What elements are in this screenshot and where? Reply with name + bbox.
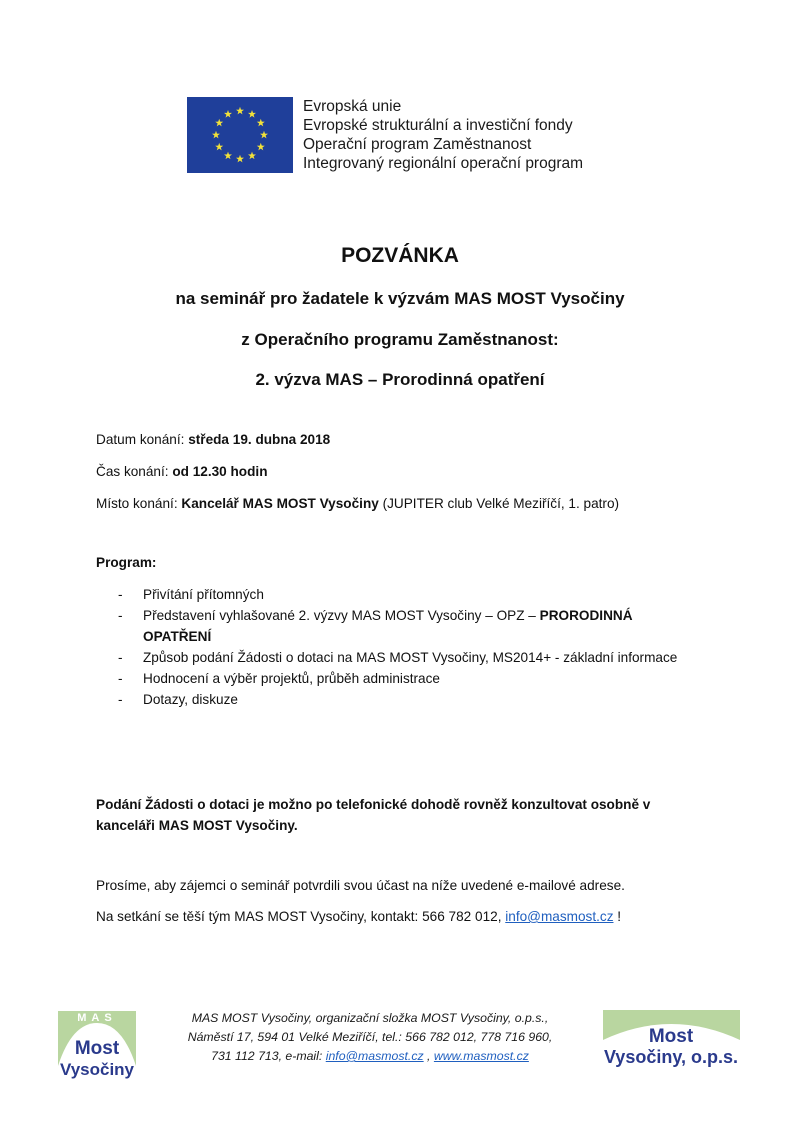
logo-vysociny-text: Vysočiny (59, 1060, 135, 1079)
footer-phone: 731 112 713, e-mail: (211, 1049, 326, 1063)
program-item (118, 689, 678, 710)
contact-suffix: ! (613, 909, 622, 924)
event-time (96, 464, 268, 479)
program-item-text: Představení vyhlašované 2. výzvy MAS MOST Vysočiny – OPZ – (143, 608, 540, 623)
date-label: Datum konání: (96, 432, 189, 447)
program-item-text: Způsob podání Žádosti o dotaci na MAS MOST Vysočiny, MS2014+ - základní informace (143, 650, 678, 665)
footer-line-2: Náměstí 17, 594 01 Velké Meziříčí, tel.: 566 782 012, 778 716 960, (187, 1030, 553, 1044)
dash-bullet: - (118, 671, 123, 686)
registration-request: Prosíme, aby zájemci o seminář potvrdili svou účast na níže uvedené e-mailové adrese. (96, 878, 625, 893)
dash-bullet: - (118, 608, 123, 623)
event-place (96, 496, 619, 511)
program-list (118, 584, 678, 710)
eu-funding-text (303, 97, 583, 173)
logo-most-text: Most (74, 1038, 120, 1059)
footer-separator: , (423, 1049, 434, 1063)
subtitle-line-2: z Operačního programu Zaměstnanost: (241, 330, 559, 349)
program-item (118, 668, 678, 689)
eu-line: Evropské strukturální a investiční fondy (303, 117, 573, 134)
program-item-bold: PRORODINNÁ OPATŘENÍ (143, 608, 633, 644)
program-item-text: Hodnocení a výběr projektů, průběh administrace (143, 671, 440, 686)
footer-web-link[interactable]: www.masmost.cz (433, 1049, 529, 1063)
place-value: Kancelář MAS MOST Vysočiny (181, 496, 379, 511)
logo-most-text: Most (648, 1026, 694, 1047)
footer-line-3 (150, 1047, 590, 1066)
page-title: POZVÁNKA (341, 244, 459, 267)
event-date (96, 432, 330, 447)
eu-flag-logo (187, 97, 293, 173)
date-value: středa 19. dubna 2018 (188, 432, 331, 447)
place-note: (JUPITER club Velké Meziříčí, 1. patro) (378, 496, 620, 511)
footer-address (150, 1009, 590, 1066)
place-label: Místo konání: (96, 496, 182, 511)
logo-vysociny-ops-text: Vysočiny, o.p.s. (603, 1047, 739, 1067)
mas-most-vysociny-logo (58, 1011, 136, 1083)
subtitle-line-1: na seminář pro žadatele k výzvám MAS MOST Vysočiny (175, 289, 625, 308)
footer-email-link[interactable]: info@masmost.cz (325, 1049, 424, 1063)
program-item-text: Přivítání přítomných (143, 587, 264, 602)
contact-text: Na setkání se těší tým MAS MOST Vysočiny, kontakt: 566 782 012, (96, 909, 506, 924)
contact-email-link[interactable]: info@masmost.cz (505, 909, 614, 924)
most-vysociny-ops-logo (603, 1010, 740, 1068)
eu-line: Operační program Zaměstnanost (303, 136, 532, 153)
subtitle-line-3: 2. výzva MAS – Prorodinná opatření (255, 370, 545, 389)
eu-line: Evropská unie (303, 98, 402, 115)
footer-line-1: MAS MOST Vysočiny, organizační složka MOST Vysočiny, o.p.s., (191, 1011, 549, 1025)
program-item (118, 584, 678, 605)
program-item-text: Dotazy, diskuze (143, 692, 238, 707)
dash-bullet: - (118, 650, 123, 665)
time-value: od 12.30 hodin (172, 464, 268, 479)
dash-bullet: - (118, 587, 123, 602)
logo-mas-text: MAS (77, 1012, 117, 1024)
eu-line: Integrovaný regionální operační program (303, 155, 584, 172)
time-label: Čas konání: (96, 464, 173, 479)
program-heading: Program: (96, 555, 157, 570)
contact-line (96, 909, 621, 924)
program-item (118, 605, 678, 647)
program-item (118, 647, 678, 668)
consultation-note: Podání Žádosti o dotaci je možno po telefonické dohodě rovněž konzultovat osobně v kanceláři MAS MOST Vysočiny. (96, 797, 651, 833)
dash-bullet: - (118, 692, 123, 707)
